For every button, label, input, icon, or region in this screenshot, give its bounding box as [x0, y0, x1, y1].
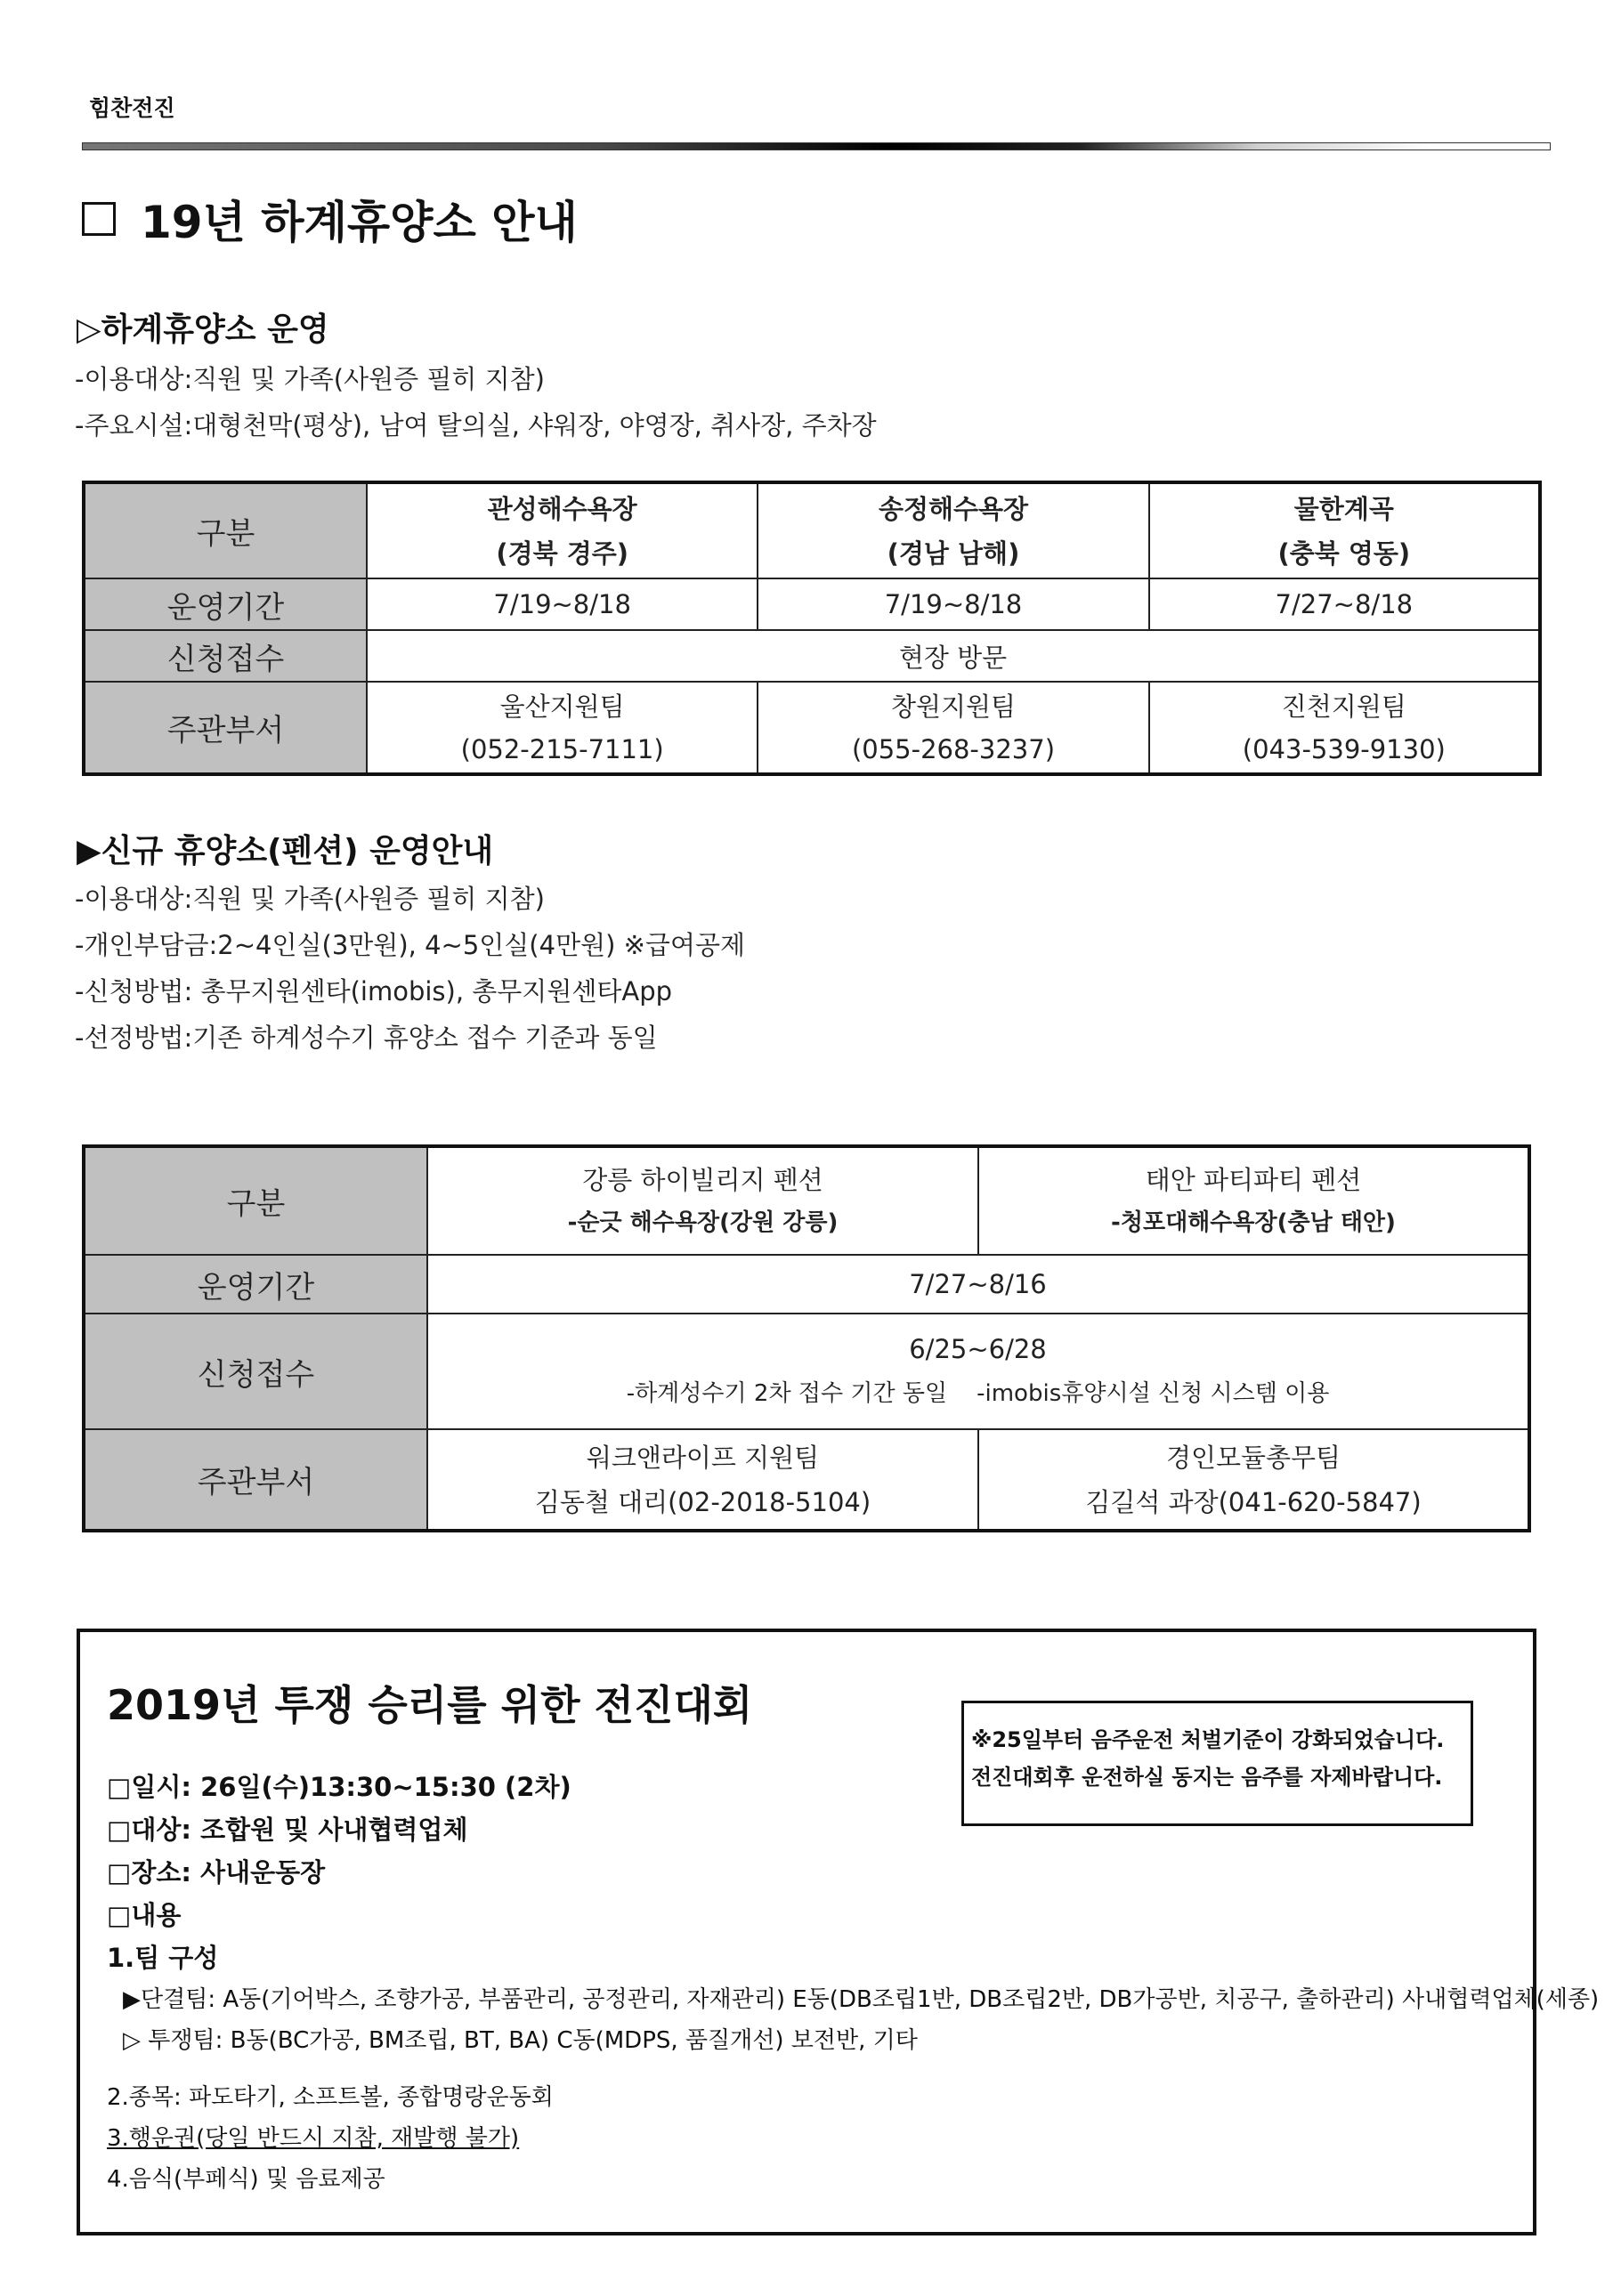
table-cell [1149, 682, 1540, 774]
dept-contact: 김길석 과장(041-620-5847) [1085, 1486, 1422, 1517]
table-cell [758, 682, 1148, 774]
application-note: -imobis휴양시설 신청 시스템 이용 [977, 1380, 1330, 1407]
column-header [758, 482, 1148, 578]
dept-name: 경인모듈총무팀 [1165, 1442, 1341, 1473]
table-row [84, 1429, 1529, 1531]
pension-detail-line: -개인부담금:2~4인실(3만원), 4~5인실(4만원) ※급여공제 [75, 930, 745, 960]
table-row [84, 1314, 1529, 1429]
table-row [84, 1255, 1529, 1314]
event-item: 4.음식(부페식) 및 음료제공 [107, 2166, 385, 2193]
notice-line: ※25일부터 음주운전 처벌기준이 강화되었습니다. [971, 1727, 1445, 1752]
event-title: 2019년 투쟁 승리를 위한 전진대회 [107, 1681, 753, 1729]
event-details [107, 1766, 571, 1979]
dept-name: 울산지원팀 [499, 691, 625, 722]
row-label: 주관부서 [84, 1429, 427, 1531]
summer-detail-line: -이용대상:직원 및 가족(사원증 필히 지참) [75, 364, 545, 394]
column-header [978, 1146, 1529, 1255]
column-header [427, 1146, 978, 1255]
dept-phone: (052-215-7111) [460, 733, 664, 764]
pension-location: -청포대해수욕장(충남 태안) [1111, 1209, 1396, 1236]
event-detail-line: □일시: 26일(수)13:30~15:30 (2차) [107, 1772, 571, 1802]
resort-name: 관성해수욕장 [487, 493, 637, 524]
table-cell: 7/27~8/16 [427, 1255, 1529, 1314]
pension-section-heading: ▶신규 휴양소(펜션) 운영안내 [77, 833, 494, 869]
summer-details [75, 356, 877, 449]
row-label: 신청접수 [84, 630, 367, 682]
checkbox-square-icon [82, 202, 116, 236]
dept-contact: 김동철 대리(02-2018-5104) [534, 1486, 871, 1517]
team-line: ▶단결팀: A동(기어박스, 조향가공, 부품관리, 공정관리, 자재관리) E동(DB조립1반, DB조립2반, DB가공반, 치공구, 출하관리) 사내협력업체(세종) [123, 1986, 1600, 2013]
table-cell: 7/19~8/18 [758, 578, 1148, 630]
dept-name: 워크앤라이프 지원팀 [586, 1442, 820, 1473]
row-label: 운영기간 [84, 578, 367, 630]
table-cell [367, 682, 758, 774]
event-items [107, 2077, 554, 2200]
pension-details [75, 876, 745, 1061]
table-cell: 7/27~8/18 [1149, 578, 1540, 630]
event-notice-box [77, 1629, 1600, 2235]
row-label: 신청접수 [84, 1314, 427, 1429]
dept-phone: (043-539-9130) [1242, 733, 1446, 764]
table-row [84, 630, 1540, 682]
page-title [82, 187, 578, 251]
header-label: 힘찬전진 [89, 95, 175, 121]
table-header-cell: 구분 [84, 482, 367, 578]
page-title-text: 19년 하계휴양소 안내 [141, 197, 578, 248]
table-row [84, 1146, 1529, 1255]
resort-name: 물한계곡 [1293, 493, 1394, 524]
resort-region: (경남 남해) [887, 538, 1020, 569]
dept-name: 진천지원팀 [1281, 691, 1406, 722]
event-detail-line: 1.팀 구성 [107, 1943, 219, 1973]
resort-name: 송정해수욕장 [878, 493, 1029, 524]
table-cell: 7/19~8/18 [367, 578, 758, 630]
resort-region: (충북 영동) [1277, 538, 1411, 569]
pension-table [82, 1144, 1531, 1532]
event-item: 3.행운권(당일 반드시 지참, 재발행 불가) [107, 2125, 520, 2152]
table-cell [427, 1429, 978, 1531]
table-cell [427, 1314, 1529, 1429]
event-detail-line: □대상: 조합원 및 사내협력업체 [107, 1815, 468, 1845]
event-item: 2.종목: 파도타기, 소프트볼, 종합명랑운동회 [107, 2084, 554, 2111]
pension-detail-line: -선정방법:기존 하계성수기 휴양소 접수 기준과 동일 [75, 1023, 658, 1053]
notice-line: 전진대회후 운전하실 동지는 음주를 자제바랍니다. [971, 1765, 1443, 1790]
drunk-driving-notice [961, 1701, 1473, 1826]
dept-name: 창원지원팀 [890, 691, 1017, 722]
summer-detail-line: -주요시설:대형천막(평상), 남여 탈의실, 샤워장, 야영장, 취사장, 주차장 [75, 410, 877, 441]
dept-phone: (055-268-3237) [851, 733, 1056, 764]
event-detail-line: □장소: 사내운동장 [107, 1857, 326, 1888]
table-row [84, 578, 1540, 630]
team-list [123, 1979, 1599, 2061]
pension-name: 강릉 하이빌리지 펜션 [582, 1164, 823, 1195]
team-line: ▷ 투쟁팀: B동(BC가공, BM조립, BT, BA) C동(MDPS, 품질개선) 보전반, 기타 [123, 2027, 918, 2054]
table-cell [978, 1429, 1529, 1531]
application-note: -하계성수기 2차 접수 기간 동일 [626, 1380, 948, 1407]
table-row [84, 482, 1540, 578]
column-header [367, 482, 758, 578]
row-label: 운영기간 [84, 1255, 427, 1314]
pension-detail-line: -이용대상:직원 및 가족(사원증 필히 지참) [75, 884, 545, 914]
header-rule [82, 142, 1551, 150]
application-notes [428, 1371, 1528, 1416]
table-row [84, 682, 1540, 774]
pension-location: -순긋 해수욕장(강원 강릉) [567, 1209, 839, 1236]
resort-region: (경북 경주) [496, 538, 628, 569]
table-cell: 현장 방문 [367, 630, 1540, 682]
application-period: 6/25~6/28 [909, 1334, 1047, 1364]
summer-resort-table [82, 481, 1542, 776]
pension-name: 태안 파티파티 펜션 [1145, 1164, 1362, 1195]
pension-detail-line: -신청방법: 총무지원센타(imobis), 총무지원센타App [75, 976, 673, 1007]
summer-section-heading: ▷하계휴양소 운영 [77, 311, 329, 348]
column-header [1149, 482, 1540, 578]
row-label: 주관부서 [84, 682, 367, 774]
table-header-cell: 구분 [84, 1146, 427, 1255]
event-detail-line: □내용 [107, 1900, 182, 1930]
